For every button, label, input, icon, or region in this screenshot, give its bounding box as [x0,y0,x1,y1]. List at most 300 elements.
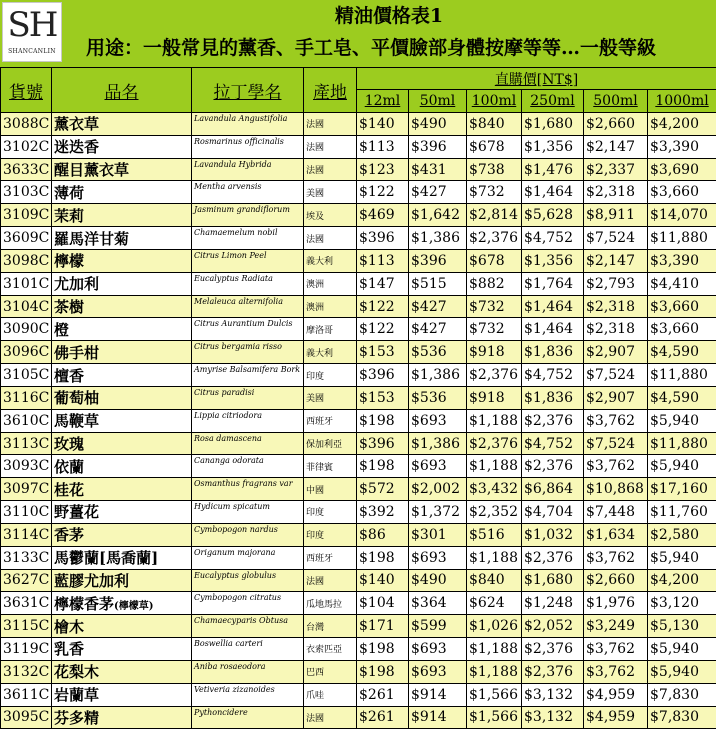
origin: 埃及 [304,204,357,227]
price-cell: $1,372 [409,501,467,524]
table-row [1,683,716,706]
product-code: 3114C [1,523,52,546]
origin: 西班牙 [304,409,357,432]
latin-name: Chamaemelum nobil [192,227,304,250]
product-name [52,660,192,683]
price-cell: $5,940 [648,546,716,569]
price-cell: $1,032 [522,523,584,546]
origin: 法國 [304,227,357,250]
price-cell: $2,660 [584,113,648,136]
price-cell: $1,188 [467,455,522,478]
origin: 中國 [304,478,357,501]
product-name-text: 茶樹 [54,298,85,317]
origin: 台灣 [304,615,357,638]
origin: 保加利亞 [304,432,357,455]
price-cell: $732 [467,295,522,318]
price-cell: $840 [467,569,522,592]
origin: 印度 [304,364,357,387]
price-cell: $171 [357,615,409,638]
latin-name: Osmanthus fragrans var [192,478,304,501]
price-cell: $490 [409,113,467,136]
origin: 義大利 [304,341,357,364]
price-cell: $693 [409,660,467,683]
price-cell: $2,147 [584,135,648,158]
price-cell: $515 [409,272,467,295]
product-name-text: 檜木 [54,617,85,636]
price-cell: $1,976 [584,592,648,615]
col-header-size: 50ml [409,90,467,113]
product-name-text: 醒目薰衣草 [54,161,130,180]
product-name-text: 野薑花 [54,503,100,522]
product-name [52,455,192,478]
origin: 法國 [304,706,357,729]
price-cell: $1,464 [522,181,584,204]
price-cell: $3,660 [648,181,716,204]
price-cell: $4,590 [648,386,716,409]
price-cell: $301 [409,523,467,546]
product-name [52,272,192,295]
table-row [1,386,716,409]
price-cell: $427 [409,295,467,318]
price-cell: $1,188 [467,638,522,661]
price-cell: $4,704 [522,501,584,524]
origin: 西班牙 [304,546,357,569]
product-name-text: 桂花 [54,480,85,499]
price-cell: $2,376 [522,660,584,683]
price-cell: $693 [409,638,467,661]
product-name-text: 葡萄柚 [54,389,100,408]
product-name [52,386,192,409]
price-cell: $678 [467,249,522,272]
price-cell: $86 [357,523,409,546]
product-code: 3095C [1,706,52,729]
price-cell: $918 [467,341,522,364]
price-cell: $490 [409,569,467,592]
price-cell: $2,376 [522,455,584,478]
price-cell: $198 [357,455,409,478]
price-cell: $536 [409,341,467,364]
price-cell: $5,940 [648,660,716,683]
price-cell: $3,762 [584,455,648,478]
product-name-text: 迷迭香 [54,138,100,157]
latin-name: Cymbopogon nardus [192,523,304,546]
price-cell: $3,132 [522,706,584,729]
price-cell: $3,660 [648,318,716,341]
price-cell: $11,880 [648,364,716,387]
col-header-origin: 產地 [304,68,357,113]
origin: 衣索匹亞 [304,638,357,661]
price-cell: $624 [467,592,522,615]
price-cell: $7,524 [584,432,648,455]
price-cell: $427 [409,318,467,341]
product-name [52,432,192,455]
table-row [1,706,716,729]
price-cell: $364 [409,592,467,615]
product-name [52,341,192,364]
product-name-text: 橙 [54,320,70,339]
price-cell: $2,793 [584,272,648,295]
product-code: 3110C [1,501,52,524]
product-name-text: 薰衣草 [54,115,100,134]
price-cell: $1,386 [409,432,467,455]
price-cell: $7,830 [648,683,716,706]
price-cell: $122 [357,181,409,204]
price-cell: $198 [357,546,409,569]
price-cell: $1,356 [522,135,584,158]
usage-subtitle: 用途：一般常見的薰香、手工皂、平價臉部身體按摩等等…一般等級 [86,37,657,59]
origin: 瓜地馬拉 [304,592,357,615]
price-cell: $113 [357,249,409,272]
price-cell: $469 [357,204,409,227]
product-name-text: 芬多精 [54,708,100,727]
price-cell: $1,188 [467,409,522,432]
latin-name: Aniba rosaeodora [192,660,304,683]
origin: 印度 [304,501,357,524]
header-band [0,0,716,67]
origin: 法國 [304,569,357,592]
price-cell: $2,376 [522,409,584,432]
price-cell: $840 [467,113,522,136]
col-header-size: 250ml [522,90,584,113]
logo-text: SHANCANLIN [8,48,56,55]
price-cell: $2,660 [584,569,648,592]
origin: 澳洲 [304,272,357,295]
price-cell: $3,762 [584,638,648,661]
latin-name: Cymbopogon citratus [192,592,304,615]
price-cell: $3,249 [584,615,648,638]
price-cell: $693 [409,409,467,432]
latin-name: Citrus Limon Peel [192,249,304,272]
price-cell: $3,390 [648,135,716,158]
product-code: 3088C [1,113,52,136]
origin: 法國 [304,158,357,181]
price-cell: $3,762 [584,660,648,683]
price-cell: $2,907 [584,341,648,364]
latin-name: Rosmarinus officinalis [192,135,304,158]
price-cell: $536 [409,386,467,409]
price-cell: $427 [409,181,467,204]
price-cell: $122 [357,318,409,341]
product-name [52,295,192,318]
price-cell: $1,566 [467,706,522,729]
latin-name: Eucalyptus globulus [192,569,304,592]
brand-logo [2,2,62,62]
product-name-text: 羅馬洋甘菊 [54,229,130,248]
product-name [52,569,192,592]
product-name [52,409,192,432]
price-cell: $1,356 [522,249,584,272]
price-cell: $5,940 [648,638,716,661]
product-name-note: (檸檬草) [114,600,154,612]
product-name [52,181,192,204]
product-code: 3631C [1,592,52,615]
product-name-text: 尤加利 [54,275,100,294]
product-code: 3090C [1,318,52,341]
price-cell: $140 [357,113,409,136]
table-row [1,501,716,524]
product-name-text: 馬鞭草 [54,412,100,431]
price-cell: $1,386 [409,364,467,387]
product-name [52,501,192,524]
origin: 美國 [304,386,357,409]
table-row [1,204,716,227]
price-cell: $2,907 [584,386,648,409]
price-cell: $11,880 [648,227,716,250]
product-name-text: 花梨木 [54,663,100,682]
price-cell: $1,642 [409,204,467,227]
table-row [1,478,716,501]
product-code: 3101C [1,272,52,295]
product-code: 3097C [1,478,52,501]
product-name-text: 馬鬱蘭[馬喬蘭] [54,549,159,568]
latin-name: Vetiveria zizanoides [192,683,304,706]
latin-name: Jasminum grandiflorum [192,204,304,227]
product-code: 3132C [1,660,52,683]
table-row [1,181,716,204]
latin-name: Amyrise Balsamifera Bork [192,364,304,387]
price-table [0,67,716,729]
price-cell: $2,147 [584,249,648,272]
price-cell: $153 [357,386,409,409]
price-cell: $1,634 [584,523,648,546]
product-name [52,523,192,546]
price-cell: $2,376 [467,364,522,387]
product-name-text: 檀香 [54,366,85,385]
product-code: 3610C [1,409,52,432]
product-code: 3096C [1,341,52,364]
table-row [1,158,716,181]
price-cell: $2,002 [409,478,467,501]
price-cell: $5,130 [648,615,716,638]
product-code: 3109C [1,204,52,227]
price-cell: $261 [357,683,409,706]
price-cell: $1,836 [522,386,584,409]
origin: 美國 [304,181,357,204]
origin: 澳洲 [304,295,357,318]
price-cell: $7,524 [584,227,648,250]
price-cell: $396 [357,227,409,250]
price-cell: $7,524 [584,364,648,387]
price-cell: $2,376 [467,432,522,455]
product-code: 3609C [1,227,52,250]
latin-name: Lavandula Hybrida [192,158,304,181]
table-row [1,249,716,272]
table-row [1,295,716,318]
product-code: 3093C [1,455,52,478]
product-name [52,592,192,615]
product-code: 3105C [1,364,52,387]
price-cell: $678 [467,135,522,158]
price-cell: $738 [467,158,522,181]
price-cell: $261 [357,706,409,729]
price-cell: $918 [467,386,522,409]
product-code: 3133C [1,546,52,569]
product-name [52,113,192,136]
product-code: 3103C [1,181,52,204]
price-cell: $3,690 [648,158,716,181]
price-cell: $914 [409,683,467,706]
price-cell: $7,448 [584,501,648,524]
price-cell: $198 [357,638,409,661]
price-cell: $2,337 [584,158,648,181]
latin-name: Chamaecyparis Obtusa [192,615,304,638]
product-name-text: 乳香 [54,640,85,659]
latin-name: Origanum majorana [192,546,304,569]
product-name [52,683,192,706]
price-cell: $3,120 [648,592,716,615]
table-row [1,227,716,250]
price-cell: $882 [467,272,522,295]
price-cell: $1,248 [522,592,584,615]
price-cell: $396 [357,364,409,387]
price-cell: $1,026 [467,615,522,638]
price-cell: $6,864 [522,478,584,501]
price-cell: $396 [409,249,467,272]
col-header-size: 100ml [467,90,522,113]
latin-name: Melaleuca alternifolia [192,295,304,318]
price-cell: $3,762 [584,546,648,569]
price-cell: $3,132 [522,683,584,706]
product-name [52,318,192,341]
latin-name: Mentha arvensis [192,181,304,204]
logo-mark: SH [7,5,57,45]
table-row [1,409,716,432]
price-cell: $599 [409,615,467,638]
price-cell: $153 [357,341,409,364]
product-name [52,158,192,181]
latin-name: Boswellia carteri [192,638,304,661]
table-row [1,615,716,638]
table-row [1,113,716,136]
page-title: 精油價格表1 [334,5,444,27]
price-cell: $5,940 [648,409,716,432]
price-cell: $1,464 [522,318,584,341]
price-cell: $693 [409,455,467,478]
table-row [1,569,716,592]
price-cell: $140 [357,569,409,592]
price-cell: $3,390 [648,249,716,272]
price-cell: $4,410 [648,272,716,295]
price-cell: $516 [467,523,522,546]
table-row [1,135,716,158]
col-header-size: 1000ml [648,90,716,113]
product-name [52,135,192,158]
price-cell: $914 [409,706,467,729]
table-row [1,546,716,569]
price-cell: $572 [357,478,409,501]
product-name [52,546,192,569]
product-code: 3102C [1,135,52,158]
price-cell: $3,762 [584,409,648,432]
price-cell: $431 [409,158,467,181]
origin: 爪哇 [304,683,357,706]
origin: 義大利 [304,249,357,272]
latin-name: Citrus paradisi [192,386,304,409]
product-name-text: 茉莉 [54,206,85,225]
origin: 印度 [304,523,357,546]
latin-name: Pythoncidere [192,706,304,729]
origin: 法國 [304,113,357,136]
table-row [1,592,716,615]
price-cell: $1,836 [522,341,584,364]
price-cell: $11,760 [648,501,716,524]
latin-name: Lippia citriodora [192,409,304,432]
latin-name: Citrus Aurantium Dulcis [192,318,304,341]
product-code: 3116C [1,386,52,409]
price-cell: $4,752 [522,227,584,250]
price-cell: $4,200 [648,569,716,592]
product-code: 3119C [1,638,52,661]
col-header-price-group: 直購價[NT$] [357,68,716,90]
price-cell: $396 [357,432,409,455]
col-header-name: 品名 [52,68,192,113]
origin: 法國 [304,135,357,158]
table-row [1,523,716,546]
price-cell: $1,764 [522,272,584,295]
price-cell: $4,752 [522,364,584,387]
price-cell: $2,376 [522,546,584,569]
product-name-text: 檸檬 [54,252,85,271]
price-cell: $147 [357,272,409,295]
price-cell: $2,318 [584,318,648,341]
origin: 菲律賓 [304,455,357,478]
product-name [52,249,192,272]
product-code: 3115C [1,615,52,638]
table-body [1,113,716,729]
price-cell: $396 [409,135,467,158]
price-cell: $1,464 [522,295,584,318]
table-row [1,364,716,387]
col-header-size: 500ml [584,90,648,113]
product-name [52,706,192,729]
col-header-code: 貨號 [1,68,52,113]
origin: 巴西 [304,660,357,683]
price-cell: $2,580 [648,523,716,546]
product-code: 3098C [1,249,52,272]
price-cell: $2,318 [584,295,648,318]
price-cell: $1,188 [467,546,522,569]
product-name-text: 佛手柑 [54,343,100,362]
product-code: 3611C [1,683,52,706]
price-cell: $2,318 [584,181,648,204]
product-name-text: 玫瑰 [54,435,85,453]
table-row [1,455,716,478]
price-cell: $392 [357,501,409,524]
product-name-text: 依蘭 [54,457,85,476]
latin-name: Rosa damascena [192,432,304,455]
table-row [1,660,716,683]
latin-name: Eucalyptus Radiata [192,272,304,295]
price-cell: $1,680 [522,113,584,136]
price-cell: $14,070 [648,204,716,227]
table-row [1,432,716,455]
price-cell: $732 [467,318,522,341]
price-cell: $4,200 [648,113,716,136]
price-cell: $1,680 [522,569,584,592]
product-code: 3104C [1,295,52,318]
price-cell: $4,590 [648,341,716,364]
product-name-text: 薄荷 [54,183,85,202]
product-code: 3633C [1,158,52,181]
price-cell: $4,959 [584,683,648,706]
price-cell: $5,940 [648,455,716,478]
price-cell: $2,376 [522,638,584,661]
latin-name: Citrus bergamia risso [192,341,304,364]
price-cell: $122 [357,295,409,318]
price-cell: $693 [409,546,467,569]
table-row [1,272,716,295]
price-cell: $1,386 [409,227,467,250]
